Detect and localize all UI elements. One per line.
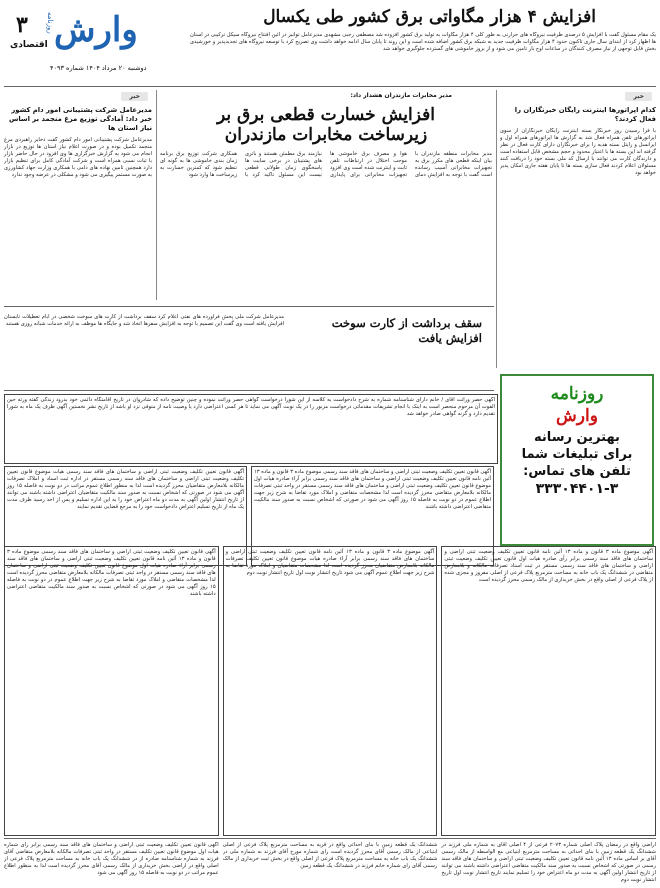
left-column — [4, 90, 152, 300]
dateline: دوشنبه ۲۰ مرداد ۱۴۰۴ شماره ۴۰۹۳ — [50, 64, 147, 72]
notice-col: آگهی قانون تعیین تکلیف وضعیت ثبتی اراضی و ساختمان های فاقد سند رسمی موضوع ماده ۳ قانون و ماده ۱۳ آئین نامه قانون تعیین تکلیف وضعیت ثبتی اراضی و ساختمان های فاقد سند رسمی برابر آراء صادره هیات اول موضوع قانون تعیین تکلیف وضعیت ثبتی اراضی و ساختمان های فاقد سند رسمی مستقر در واحد ثبتی تصرفات مالکانه بلامعارض متقاضی محرز گردیده است لذا مشخصات متقاضی و املاک مورد تقاضا به شرح زیر جهت اطلاع عموم در دو نوبت به فاصله ۱۵ روز آگهی می شود در صورتی که اشخاص نسبت به صدور سند مالکیت متقاضی اعتراضی داشته باشند — [251, 466, 494, 566]
ad-line-1: بهترین رسانه — [534, 430, 620, 445]
divider — [4, 838, 656, 839]
center-story — [160, 92, 492, 332]
lead-story-title: افزایش ۴ هزار مگاواتی برق کشور طی یکسال — [263, 7, 596, 27]
center-story-kicker: مدیر مخابرات مازندران هشدار داد: — [350, 92, 452, 99]
ad-line-3: تلفن های تماس: — [523, 464, 631, 479]
divider — [496, 90, 497, 368]
notice-col: آگهی قانون تعیین تکلیف وضعیت ثبتی اراضی و ساختمان های فاقد سند رسمی موضوع ماده ۳ قانون و ماده ۱۳ آئین نامه قانون تعیین تکلیف وضعیت ثبتی اراضی و ساختمان های فاقد سند رسمی برابر آراء صادره هیات اول موضوع قانون تعیین تکلیف وضعیت ثبتی اراضی و ساختمان های فاقد سند رسمی مستقر در واحد ثبتی تصرفات مالکانه بلامعارض متقاضی محرز گردیده است لذا مشخصات متقاضی و املاک مورد تقاضا به شرح زیر جهت اطلاع عموم در دو نوبت به فاصله ۱۵ روز آگهی می شود در صورتی که اشخاص نسبت به صدور سند مالکیت متقاضی اعتراضی داشته باشند — [4, 546, 219, 836]
right-column-title: کدام اپراتورها اینترنت رایگان خبرنگاران را فعال کردند؟ — [514, 106, 656, 123]
fuel-story-body: مدیرعامل شرکت ملی پخش فرآورده های نفتی اعلام کرد سقف برداشت از کارت های سوخت شخصی در ایام تعطیلات تابستان افزایش یافته است وی گفت این تصمیم با توجه به افزایش سفرها اتخاذ شد و جایگاه ها موظف به ارائه خدمات شبانه روزی هستند — [4, 314, 284, 327]
notice-col: آگهی موضوع ماده ۳ قانون و ماده ۱۳ آئین نامه قانون تعیین تکلیف وضعیت ثبتی اراضی و ساختمان های فاقد سند رسمی برابر آراء صادره هیات موضوع قانون تعیین تکلیف تصرفات مالکانه بلامعارض متقاضیان محرز گردیده است لذا مشخصات متقاضیان و املاک مورد تقاضا به شرح زیر جهت اطلاع عموم آگهی می شود تاریخ انتشار نوبت اول تاریخ انتشار نوبت دوم — [223, 546, 438, 836]
right-column-body: با فرا رسیدن روز خبرنگار بسته اینترنت رایگان خبرنگاران از سوی اپراتورهای تلفن همراه فعال شد به گزارش ها اپراتورهای همراه اول و ایرانسل و رایتل بسته هدیه را برای خبرنگاران دارای کارت فعال در نظر گرفته اند این بسته ها با اعتبار محدود و حجم مشخص قابل استفاده است و دارندگان کارت می توانند با ارسال کد ملی بسته خود را دریافت کنند مسئولان اعلام کردند فعال سازی بسته ها تا پایان هفته جاری امکان پذیر خواهد بود — [500, 128, 656, 176]
left-column-body: مدیرعامل شرکت پشتیبانی امور دام کشور گفت ذخایر راهبردی مرغ منجمد تکمیل بوده و در صورت اعلام نیاز استان ها توزیع در بازار انجام می شود به گزارش خبرگزاری ها وی افزود در حال حاضر بازار با ثبات نسبی همراه است و شرکت آمادگی کامل برای تنظیم بازار دارد همچنین تامین نهاده های دامی با همکاری وزارت جهاد کشاورزی به صورت مستمر پیگیری می شود و مشکلی در عرضه وجود ندارد — [4, 137, 152, 178]
bottom-col: اراضی واقع در رمضان پلاک اصلی شماره ۲۰۷۳ فرعی از ۴ اصلی آقای به شماره ملی فرزند در ششدانگ یک قطعه زمین با بنای احداثی به مساحت مترمربع ابتیاعی مع الواسطه از مالک رسمی آقای بر اساس ماده ۱۳ آئین نامه قانون تعیین تکلیف وضعیت ثبتی اراضی و ساختمان های فاقد سند رسمی در صورتی که اشخاص نسبت به صدور سند مالکیت متقاضی اعتراضی داشته باشند می توانند از تاریخ انتشار اولین آگهی به مدت دو ماه اعتراض خود را تسلیم نمایند تاریخ انتشار نوبت اول تاریخ انتشار نوبت دوم — [441, 842, 656, 883]
divider — [4, 86, 656, 87]
bottom-col: ششدانگ یک قطعه زمین با بنای احداثی واقع در قریه به مساحت مترمربع پلاک فرعی از اصلی ابتیاعی از مالک رسمی آقای محرز گردیده است رای شماره مورخ آقای فرزند به شماره ملی در ششدانگ یک باب خانه به مساحت مترمربع پلاک فرعی از اصلی واقع در بخش ثبت خریداری از مالک رسمی آقای رای شماره خانم فرزند در ششدانگ یک قطعه زمین — [222, 842, 438, 869]
notice-top-text: آگهی حصر وراثت آقای / خانم دارای شناسنامه شماره به شرح دادخواست به کلاسه از این شورا درخواست گواهی حصر وراثت نموده و چنین توضیح داده که شادروان در تاریخ اقامتگاه دائمی خود بدرود زندگی گفته ورثه حین الفوت آن مرحوم منحصر است به اینک با انجام تشریفات مقدماتی درخواست مزبور را در یک نوبت آگهی می نماید تا هر کسی اعتراضی دارد یا وصیت نامه از متوفی نزد او باشد از تاریخ نشر نخستین آگهی ظرف یک ماه به شورا تقدیم دارد و گرنه گواهی صادر خواهد شد — [7, 397, 495, 417]
divider — [156, 90, 157, 300]
newspaper-logo: وارش — [54, 10, 138, 50]
masthead — [2, 2, 182, 80]
ad-phone: ۳۳۳۰۴۴۰۱-۳ — [535, 481, 619, 497]
lead-story-body: یک مقام مسئول گفت با افزایش ۵ درصدی ظرفیت نیروگاه های حرارتی به طور کلی ۴ هزار مگاوات به تولید برق کشور افزوده شد مصطفی رجبی مشهدی مدیرعامل توانیر در آئین افتتاح نیروگاه سیکل ترکیبی در استان ها اظهار کرد از ابتدای سال جاری تاکنون حدود ۴ هزار مگاوات ظرفیت جدید به شبکه برق کشور اضافه شده است و این روند تا پایان سال ادامه خواهد داشت وی تصریح کرد با توسعه نیروگاه های تجدیدپذیر و خورشیدی بخش قابل توجهی از نیاز مصرف کنندگان در ساعات اوج بار تامین می شود و از بروز خاموشی های گسترده جلوگیری خواهد شد — [190, 32, 656, 52]
right-column — [500, 90, 656, 370]
page-number: ۳ — [16, 12, 28, 38]
logo-prefix: روزنامه — [46, 12, 54, 34]
center-story-title: افزایش خسارت قطعی برق بر زیرساخت مخابرات مازندران — [217, 105, 435, 145]
bottom-col: آگهی قانون تعیین تکلیف وضعیت ثبتی اراضی و ساختمان های فاقد سند رسمی برابر رای شماره هیات اول موضوع قانون تعیین تکلیف مستقر در واحد ثبتی تصرفات مالکانه بلامعارض متقاضی آقای فرزند به شماره شناسنامه صادره از در ششدانگ یک باب خانه به مساحت مترمربع پلاک فرعی از اصلی واقع در اراضی بخش خریداری از مالک رسمی آقای محرز گردیده است لذا به منظور اطلاع عموم مراتب در دو نوبت به فاصله ۱۵ روز آگهی می شود — [3, 842, 219, 876]
fuel-story — [4, 310, 494, 386]
divider — [4, 390, 494, 391]
center-story-body: مدیر مخابرات منطقه مازندران با بیان اینکه قطعی های مکرر برق به تجهیزات مخابراتی آسیب رسانده است گفت با توجه به افزایش دمای هوا و مصرف برق خاموشی ها موجب اختلال در ارتباطات تلفن ثابت و اینترنت شده است وی افزود تجهیزات مخابراتی برای پایداری نیازمند برق مطمئن هستند و باتری های پشتیبان در برخی سایت ها پاسخگوی زمان طولانی قطعی نیست این مسئول تاکید کرد با همکاری شرکت توزیع برق برنامه زمان بندی خاموشی ها به گونه ای تنظیم شود که کمترین خسارت به زیرساخت ها وارد شود — [160, 151, 492, 178]
notice-col: آگهی قانون تعیین تکلیف وضعیت ثبتی اراضی و ساختمان های فاقد سند رسمی هیات موضوع قانون تعیین تکلیف وضعیت ثبتی اراضی و ساختمان های فاقد سند رسمی مستقر در اداره ثبت اسناد و املاک تصرفات مالکانه بلامعارض متقاضیان محرز گردیده است لذا به منظور اطلاع عموم مراتب در دو نوبت به فاصله ۱۵ روز آگهی می شود در صورتی که اشخاص نسبت به صدور سند مالکیت متقاضیان اعتراضی داشته باشند می توانند از تاریخ انتشار اولین آگهی به مدت دو ماه اعتراض خود را به این اداره تسلیم و پس از اخذ رسید ظرف مدت یک ماه از تاریخ تسلیم اعتراض دادخواست خود را به مرجع قضایی تقدیم نمایند — [4, 466, 247, 566]
advertising-box — [500, 374, 654, 546]
ad-title-1: روزنامه — [550, 384, 604, 404]
news-tag: خبر — [625, 92, 652, 101]
ad-title-2: وارش — [556, 406, 598, 426]
divider — [4, 306, 494, 307]
news-tag: خبر — [121, 92, 148, 101]
fuel-story-title: سقف برداشت از کارت سوخت افزایش یافت — [331, 316, 482, 345]
section-label: اقتصادی — [10, 40, 48, 50]
lead-story — [190, 6, 656, 84]
bottom-columns — [4, 842, 656, 884]
left-column-title: مدیرعامل شرکت پشتیبانی امور دام کشور خبر داد: آمادگی توزیع مرغ منجمد بر اساس نیاز استان ها — [9, 106, 152, 132]
notice-top — [4, 394, 498, 464]
notice-col: آگهی موضوع ماده ۳ قانون و ماده ۱۳ آئین نامه قانون تعیین تکلیف وضعیت ثبتی اراضی و ساختمان های فاقد سند رسمی برابر رأی صادره هیات اول قانون تعیین تکلیف وضعیت ثبتی اراضی و ساختمان های فاقد سند رسمی مستقر در ثبت اسناد تصرفات مالکانه و بلامعارض متقاضی در ششدانگ یک باب خانه به مساحت مترمربع پلاک فرعی از اصلی مفروز و مجزی شده از پلاک فرعی از اصلی واقع در بخش خریداری از مالک رسمی محرز گردیده است — [441, 546, 656, 836]
notice-columns-lower — [4, 546, 656, 836]
ad-line-2: برای تبلیغات شما — [521, 447, 633, 462]
